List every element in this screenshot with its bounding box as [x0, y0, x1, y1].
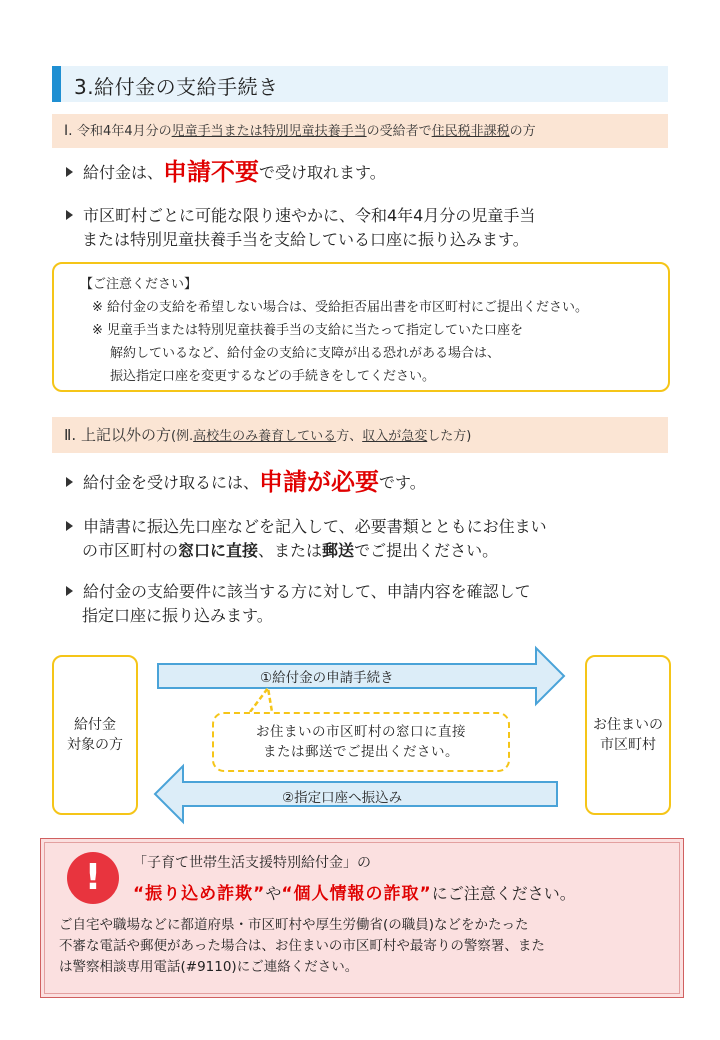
fraud-warning-box: [40, 838, 684, 998]
bullet-4-line-1: 申請書に振込先口座などを記入して、必要書類とともにお住まい: [83, 517, 547, 536]
bullet-1-post: で受け取れます。: [259, 163, 386, 182]
bullet-4-l2-bold-2: 郵送: [322, 541, 355, 560]
bullet-4-l2-pre: の市区町村の: [82, 541, 179, 560]
warning-line-2: [133, 879, 576, 904]
flow-right-line-1: お住まいの: [593, 717, 663, 733]
flow-right-line-2: 市区町村: [600, 737, 656, 753]
section-2-underline-2: 収入が急変: [362, 429, 428, 444]
warning-post: にご注意ください。: [431, 884, 576, 903]
bullet-5-line-2: 指定口座に振り込みます。: [82, 606, 273, 625]
warning-body-line-3: は警察相談専用電話(#9110)にご連絡ください。: [59, 959, 359, 975]
bullet-5-line-1: 給付金の支給要件に該当する方に対して、申請内容を確認して: [83, 582, 531, 601]
bubble-tail: [250, 688, 272, 712]
arrow-label-transfer: ②指定口座へ振込み: [282, 790, 403, 806]
bullet-2-line-1: 市区町村ごとに可能な限り速やかに、令和4年4月分の児童手当: [83, 206, 536, 225]
warning-line-1: 「子育て世帯生活支援特別給付金」の: [133, 855, 371, 871]
bullet-4-l2-bold-1: 窓口に直接: [178, 541, 259, 560]
bullet-4-l2-mid: 、または: [258, 541, 323, 560]
bullet-4-l2-post: でご提出ください。: [354, 541, 499, 560]
warning-body-line-2: 不審な電話や郵便があった場合は、お住まいの市区町村や最寄りの警察署、また: [59, 938, 545, 954]
notice-line-1: ※ 給付金の支給を希望しない場合は、受給拒否届出書を市区町村にご提出ください。: [92, 300, 589, 315]
warning-fraud-1: “振り込め詐欺”: [133, 884, 266, 904]
section-1-text-post: の方: [509, 124, 536, 139]
bullet-3-post: です。: [379, 473, 426, 492]
bubble-line-1: お住まいの市区町村の窓口に直接: [256, 724, 466, 740]
section-1-underline-2: 住民税非課税: [431, 124, 510, 139]
exclamation-icon: !: [67, 852, 119, 904]
notice-line-4: 振込指定口座を変更するなどの手続きをしてください。: [110, 369, 436, 384]
warning-body-line-1: ご自宅や職場などに都道府県・市区町村や厚生労働省(の職員)などをかたった: [59, 917, 529, 933]
section-1-underline-1: 児童手当または特別児童扶養手当: [171, 124, 367, 139]
section-2-main: 上記以外の方: [80, 426, 171, 444]
warning-fraud-2: “個人情報の詐取”: [281, 884, 432, 904]
bullet-1-pre: 給付金は、: [83, 163, 164, 182]
notice-heading: 【ご注意ください】: [80, 277, 198, 292]
warning-body: [59, 915, 545, 978]
bullet-1-emphasis: 申請不要: [163, 158, 260, 186]
section-2-paren-close: した方): [427, 429, 472, 444]
section-1-number: Ⅰ.: [64, 123, 73, 139]
warning-mid: や: [265, 884, 282, 903]
bullet-3-pre: 給付金を受け取るには、: [83, 473, 260, 492]
page-title: 3.給付金の支給手続き: [74, 75, 279, 99]
arrow-label-application: ①給付金の申請手続き: [260, 670, 394, 686]
bullet-3-emphasis: 申請が必要: [259, 468, 380, 496]
callout-bubble: [212, 712, 510, 772]
notice-line-2: ※ 児童手当または特別児童扶養手当の支給に当たって指定していた口座を: [92, 323, 524, 338]
section-2-paren-open: (例.: [170, 429, 194, 444]
section-2-number: Ⅱ.: [64, 426, 77, 444]
section-2-paren-mid: 方、: [336, 429, 363, 444]
notice-line-3: 解約しているなど、給付金の支給に支障が出る恐れがある場合は、: [110, 346, 501, 361]
section-1-text-mid: の受給者で: [366, 124, 432, 139]
flow-left-line-2: 対象の方: [67, 737, 123, 753]
section-1-text-pre: 令和4年4月分の: [77, 124, 172, 139]
section-2-underline-1: 高校生のみ養育している: [193, 429, 337, 444]
bubble-line-2: または郵送でご提出ください。: [263, 744, 459, 760]
flow-left-line-1: 給付金: [74, 717, 116, 733]
bullet-2-line-2: または特別児童扶養手当を支給している口座に振り込みます。: [82, 230, 529, 249]
